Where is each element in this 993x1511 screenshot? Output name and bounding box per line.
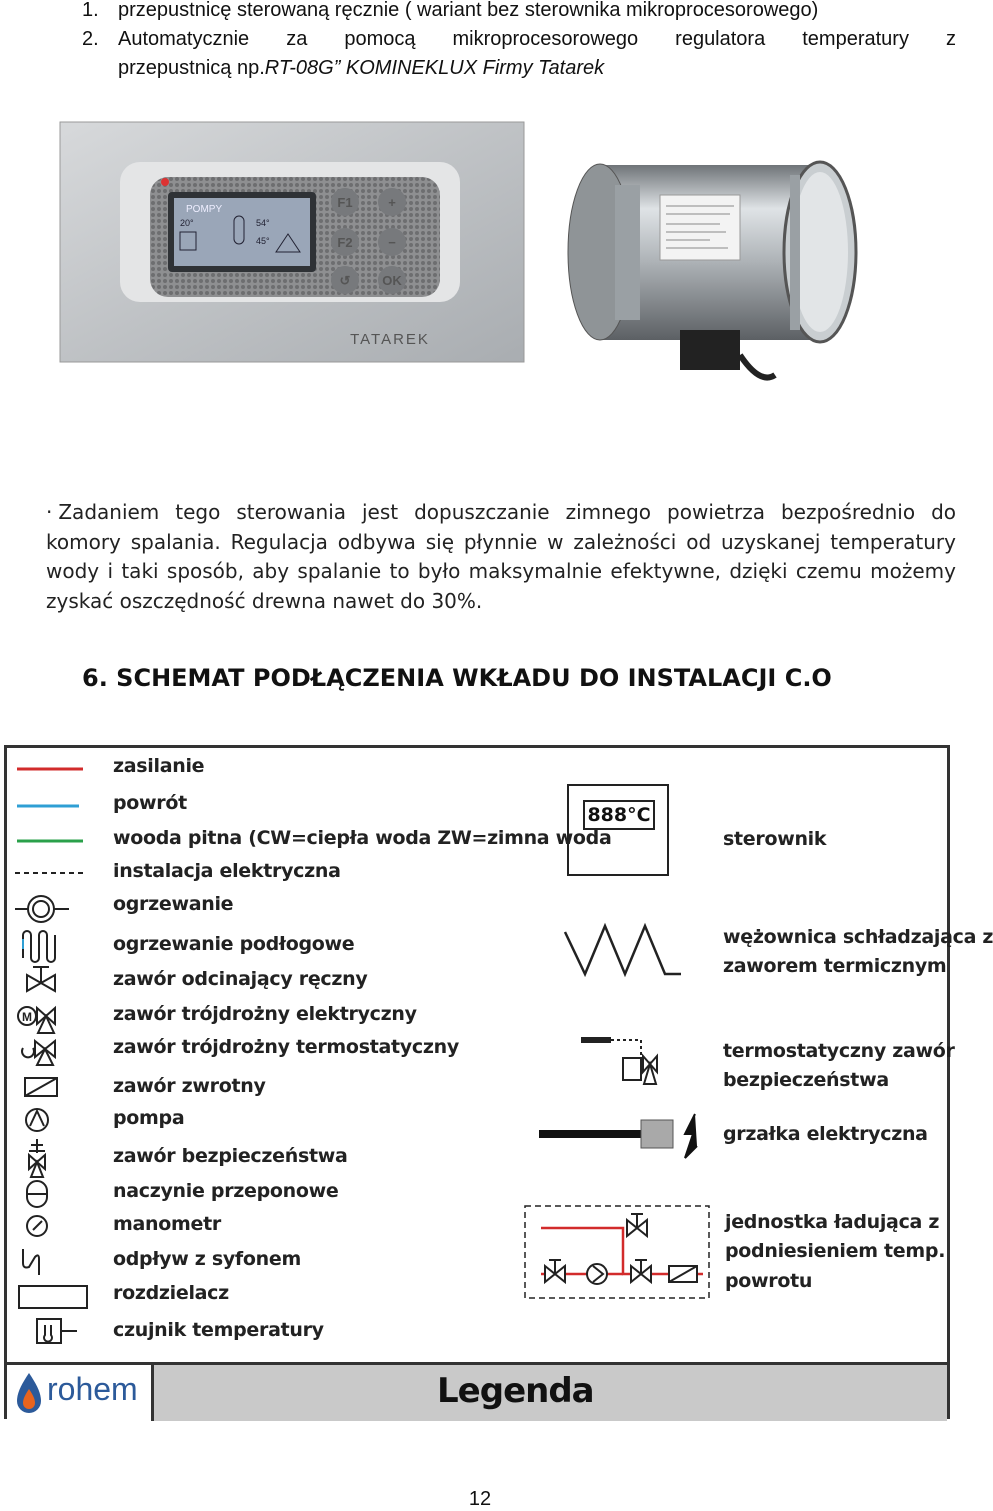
flame-icon <box>15 1371 43 1415</box>
temperature-sensor-icon <box>37 1319 77 1343</box>
paragraph-text: Zadaniem tego sterowania jest dopuszczanie zimnego powietrza bezpośrednio do komory spalania. Regulacja odbywa się płynnie w zależności od uzyskanej temperatury wody i taki sposób, aby spalanie to było maksymalnie efektywne, dzięki czemu możemy zyskać oszczędność drewna nawet do 30%. <box>46 500 956 613</box>
legend-label-sterownik: sterownik <box>723 828 827 850</box>
legend-label-rozdzielacz: rozdzielacz <box>113 1282 229 1304</box>
legend-footer <box>7 1362 947 1421</box>
controller-brand: TATAREK <box>350 331 430 348</box>
legend-label-zawor-bezpieczenstwa: zawór bezpieczeństwa <box>113 1145 348 1167</box>
screen-title: POMPY <box>186 204 223 215</box>
legend-label-zasilanie: zasilanie <box>113 755 205 777</box>
damper-photo <box>560 140 870 390</box>
list-item-1 <box>0 0 960 26</box>
loading-unit-icon <box>523 1204 713 1300</box>
key-back: ↺ <box>339 273 351 288</box>
legend-symbols-left <box>13 753 85 1343</box>
siphon-drain-icon <box>23 1249 39 1275</box>
legend-label-ogrzewanie-podlogowe: ogrzewanie podłogowe <box>113 933 355 955</box>
legend-label-termostatyczny-line1: termostatyczny zawór <box>723 1040 955 1062</box>
legend-label-grzalka: grzałka elektryczna <box>723 1123 928 1145</box>
legend-label-termostatyczny-line2: bezpieczeństwa <box>723 1069 889 1091</box>
legend-title: Legenda <box>437 1371 594 1411</box>
section-heading: 6. SCHEMAT PODŁĄCZENIA WKŁADU DO INSTALACJI C.O <box>82 664 832 692</box>
legend-label-odplyw-z-syfonem: odpływ z syfonem <box>113 1248 301 1270</box>
thermostatic-safety-valve-icon <box>577 1028 667 1092</box>
key-ok: OK <box>382 273 402 288</box>
thermostatic-3way-valve-icon <box>22 1041 55 1065</box>
list-item-2 <box>0 25 960 55</box>
word: z <box>945 28 956 50</box>
check-valve-icon <box>25 1078 57 1096</box>
legend-label-jednostka-line2: podniesieniem temp. <box>725 1240 946 1262</box>
list-number: 2. <box>82 28 99 50</box>
list-text-justified <box>118 25 956 54</box>
legend-label-manometr: manometr <box>113 1213 221 1235</box>
controller-photo <box>60 122 524 362</box>
key-plus: + <box>388 195 396 210</box>
bullet: · <box>46 500 53 524</box>
word: regulatora <box>675 28 766 50</box>
list-item-2-continued <box>118 54 604 83</box>
controller-display: 888°C <box>583 800 655 830</box>
damper-image <box>560 140 870 390</box>
legend-label-instalacja-elektryczna: instalacja elektryczna <box>113 860 341 882</box>
word: temperatury <box>802 28 909 50</box>
screen-value-3: 45° <box>256 236 270 246</box>
legend-label-wezownica-line2: zaworem termicznym <box>723 955 947 977</box>
word: za <box>286 28 308 50</box>
radiator-icon <box>15 896 69 922</box>
legend-label-zawor-trojdrozny-elektryczny: zawór trójdrożny elektryczny <box>113 1003 417 1025</box>
legend-label-zawor-odcinajacy: zawór odcinający ręczny <box>113 968 368 990</box>
list-number: 1. <box>82 0 99 21</box>
safety-valve-icon <box>29 1139 45 1177</box>
pump-icon <box>26 1109 48 1131</box>
screen-value-1: 20° <box>180 218 194 228</box>
key-f1: F1 <box>337 195 353 210</box>
svg-text:M: M <box>22 1010 32 1024</box>
controller-image <box>60 122 524 362</box>
word: Automatycznie <box>118 28 250 50</box>
rohem-wordmark: rohem <box>47 1371 138 1407</box>
screen-value-2: 54° <box>256 218 270 228</box>
controller-icon <box>567 784 669 876</box>
legend-label-wooda-pitna: wooda pitna (CW=ciepła woda ZW=zimna woda <box>113 827 612 849</box>
legend-label-zawor-trojdrozny-termostatyczny: zawór trójdrożny termostatyczny <box>113 1036 459 1058</box>
rohem-logo <box>7 1365 154 1421</box>
legend-label-wezownica-line1: wężownica schładzająca z <box>723 926 993 948</box>
word: pomocą <box>344 28 416 50</box>
manifold-icon <box>19 1286 87 1308</box>
cooling-coil-icon <box>563 918 683 978</box>
list-text: przepustnicę sterowaną ręcznie ( wariant bez sterownika mikroprocesorowego) <box>118 0 819 21</box>
page-number: 12 <box>468 1488 492 1510</box>
legend-label-powrot: powrót <box>113 792 187 814</box>
legend-panel <box>4 745 993 1419</box>
legend-label-jednostka-line1: jednostka ładująca z <box>725 1211 940 1233</box>
legend-label-jednostka-line3: powrotu <box>725 1270 813 1292</box>
list-text: przepustnicą np. <box>118 57 265 79</box>
floor-heating-icon <box>23 931 55 962</box>
expansion-vessel-icon <box>27 1181 47 1207</box>
key-minus: − <box>388 235 396 250</box>
manual-valve-icon <box>27 967 55 991</box>
manometer-icon <box>27 1216 47 1236</box>
word: mikroprocesorowego <box>452 28 639 50</box>
legend-label-czujnik-temperatury: czujnik temperatury <box>113 1319 324 1341</box>
legend-label-zawor-zwrotny: zawór zwrotny <box>113 1075 266 1097</box>
legend-label-naczynie-przeponowe: naczynie przeponowe <box>113 1180 339 1202</box>
legend-label-pompa: pompa <box>113 1107 185 1129</box>
product-name: RT-08G” KOMINEKLUX Firmy Tatarek <box>264 57 605 79</box>
electric-heater-icon <box>537 1110 717 1162</box>
description-paragraph <box>46 498 956 616</box>
key-f2: F2 <box>337 235 353 250</box>
legend-label-ogrzewanie: ogrzewanie <box>113 893 234 915</box>
